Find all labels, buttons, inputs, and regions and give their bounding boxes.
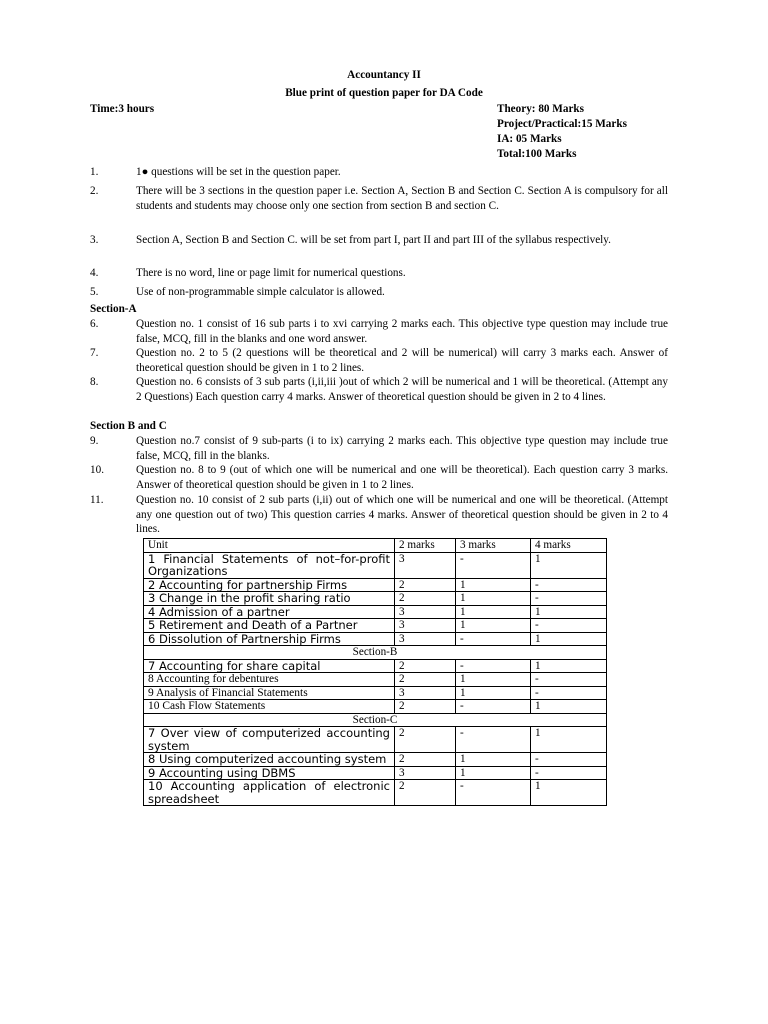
- three-marks-cell: 1: [456, 619, 531, 633]
- two-marks-cell: 2: [395, 700, 456, 714]
- two-marks-cell: 3: [395, 552, 456, 578]
- item-number: 8.: [90, 376, 99, 388]
- table-row: [144, 766, 607, 780]
- table-row: [144, 592, 607, 606]
- item-number: 9.: [90, 435, 99, 447]
- table-row: [144, 673, 607, 687]
- item-text: Question no. 2 to 5 (2 questions will be theoretical and 2 will be numerical) will carry 3 marks each. Answer of theoretical question should be given in 1 to 2 lines.: [136, 347, 668, 374]
- unit-cell: 5 Retirement and Death of a Partner: [144, 619, 395, 633]
- four-marks-cell: 1: [531, 605, 607, 619]
- two-marks-cell: 2: [395, 673, 456, 687]
- item-text: Question no. 8 to 9 (out of which one will be numerical and one will be theoretical). Each question carry 3 marks. Answer of theoretical question should be given in 1 to 2 lines.: [136, 464, 668, 491]
- ia-marks: IA: 05 Marks: [497, 133, 562, 145]
- four-marks-cell: 1: [531, 552, 607, 578]
- item-text: Question no. 1 consist of 16 sub parts i to xvi carrying 2 marks each. This objective type question may include true false, MCQ, fill in the blanks and one word answer.: [136, 318, 668, 345]
- four-marks-cell: 1: [531, 727, 607, 753]
- table-row: [144, 753, 607, 767]
- four-marks-cell: 1: [531, 700, 607, 714]
- two-marks-cell: 2: [395, 578, 456, 592]
- three-marks-cell: -: [456, 727, 531, 753]
- practical-marks: Project/Practical:15 Marks: [497, 118, 627, 130]
- table-row: [144, 780, 607, 806]
- three-marks-cell: -: [456, 659, 531, 673]
- item-text: There will be 3 sections in the question paper i.e. Section A, Section B and Section C. Section A is compulsory for all students and students may choose only one section from section B and section C.: [136, 185, 668, 212]
- unit-cell: 3 Change in the profit sharing ratio: [144, 592, 395, 606]
- table-row: [144, 659, 607, 673]
- item-text: Question no.7 consist of 9 sub-parts (i to ix) carrying 2 marks each. This objective type question may include true false, MCQ, fill in the blanks.: [136, 435, 668, 462]
- two-marks-cell: 3: [395, 605, 456, 619]
- item-number: 2.: [90, 185, 99, 197]
- unit-cell: 8 Using computerized accounting system: [144, 753, 395, 767]
- item-text: Section A, Section B and Section C. will be set from part I, part II and part III of the syllabus respectively.: [136, 234, 611, 246]
- item-text: There is no word, line or page limit for numerical questions.: [136, 267, 406, 279]
- four-marks-cell: 1: [531, 780, 607, 806]
- unit-cell: 10 Cash Flow Statements: [144, 700, 395, 714]
- item-number: 1.: [90, 166, 99, 178]
- three-marks-cell: -: [456, 632, 531, 646]
- section-b-label: Section-B: [144, 646, 607, 660]
- three-marks-cell: 1: [456, 766, 531, 780]
- three-marks-cell: -: [456, 780, 531, 806]
- three-marks-cell: 1: [456, 605, 531, 619]
- four-marks-cell: -: [531, 592, 607, 606]
- four-marks-cell: 1: [531, 659, 607, 673]
- doc-title: Accountancy II: [347, 69, 421, 81]
- table-row: [144, 727, 607, 753]
- three-marks-cell: -: [456, 552, 531, 578]
- unit-cell: 7 Over view of computerized accounting system: [144, 727, 395, 753]
- four-marks-cell: 1: [531, 632, 607, 646]
- two-marks-cell: 2: [395, 753, 456, 767]
- table-row: [144, 632, 607, 646]
- two-marks-cell: 3: [395, 686, 456, 700]
- time-label: Time:3 hours: [90, 103, 155, 115]
- unit-cell: 10 Accounting application of electronic spreadsheet: [144, 780, 395, 806]
- two-marks-cell: 3: [395, 632, 456, 646]
- two-marks-cell: 2: [395, 592, 456, 606]
- item-number: 6.: [90, 318, 99, 330]
- table-row: [144, 686, 607, 700]
- table-row: [144, 700, 607, 714]
- three-marks-cell: 1: [456, 592, 531, 606]
- item-text: Use of non-programmable simple calculator is allowed.: [136, 286, 385, 298]
- table-row: [144, 619, 607, 633]
- unit-cell: 2 Accounting for partnership Firms: [144, 578, 395, 592]
- item-text: Question no. 6 consists of 3 sub parts (i,ii,iii )out of which 2 will be numerical and 1 will be theoretical. (Attempt any 2 Questions) Each question carry 4 marks. Answer of theoretical question should be given in 2 to 4 lines.: [136, 376, 668, 403]
- four-marks-cell: -: [531, 619, 607, 633]
- theory-marks: Theory: 80 Marks: [497, 103, 585, 115]
- section-c-label: Section-C: [144, 713, 607, 727]
- unit-cell: 9 Accounting using DBMS: [144, 766, 395, 780]
- unit-cell: 7 Accounting for share capital: [144, 659, 395, 673]
- header-unit: Unit: [144, 539, 395, 553]
- item-text: Question no. 10 consist of 2 sub parts (i,ii) out of which one will be numerical and one will be theoretical. (Attempt any one question out of two) This question carries 4 marks. Answer of theoretical question should be given in 2 to 4 lines.: [136, 494, 668, 535]
- four-marks-cell: -: [531, 766, 607, 780]
- item-text: 1● questions will be set in the question paper.: [136, 166, 341, 178]
- table-row: [144, 552, 607, 578]
- three-marks-cell: 1: [456, 753, 531, 767]
- item-number: 5.: [90, 286, 99, 298]
- total-marks: Total:100 Marks: [497, 148, 577, 160]
- header-3-marks: 3 marks: [456, 539, 531, 553]
- three-marks-cell: -: [456, 700, 531, 714]
- section-c-row: [144, 713, 607, 727]
- three-marks-cell: 1: [456, 686, 531, 700]
- section-bc-heading: Section B and C: [90, 420, 167, 432]
- two-marks-cell: 3: [395, 766, 456, 780]
- doc-subtitle: Blue print of question paper for DA Code: [285, 87, 483, 99]
- two-marks-cell: 2: [395, 780, 456, 806]
- header-4-marks: 4 marks: [531, 539, 607, 553]
- two-marks-cell: 2: [395, 727, 456, 753]
- table-row: [144, 578, 607, 592]
- four-marks-cell: -: [531, 578, 607, 592]
- four-marks-cell: -: [531, 673, 607, 687]
- section-b-row: [144, 646, 607, 660]
- two-marks-cell: 2: [395, 659, 456, 673]
- unit-cell: 4 Admission of a partner: [144, 605, 395, 619]
- three-marks-cell: 1: [456, 578, 531, 592]
- table-header-row: [144, 539, 607, 553]
- item-number: 3.: [90, 234, 99, 246]
- four-marks-cell: -: [531, 686, 607, 700]
- item-number: 7.: [90, 347, 99, 359]
- unit-cell: 9 Analysis of Financial Statements: [144, 686, 395, 700]
- unit-cell: 1 Financial Statements of not–for-profit Organizations: [144, 552, 395, 578]
- table-row: [144, 605, 607, 619]
- item-number: 4.: [90, 267, 99, 279]
- two-marks-cell: 3: [395, 619, 456, 633]
- unit-cell: 8 Accounting for debentures: [144, 673, 395, 687]
- item-number: 10.: [90, 464, 104, 476]
- item-number: 11.: [90, 494, 104, 506]
- four-marks-cell: -: [531, 753, 607, 767]
- three-marks-cell: 1: [456, 673, 531, 687]
- blueprint-table: [143, 538, 607, 806]
- section-a-heading: Section-A: [90, 303, 137, 315]
- header-2-marks: 2 marks: [395, 539, 456, 553]
- unit-cell: 6 Dissolution of Partnership Firms: [144, 632, 395, 646]
